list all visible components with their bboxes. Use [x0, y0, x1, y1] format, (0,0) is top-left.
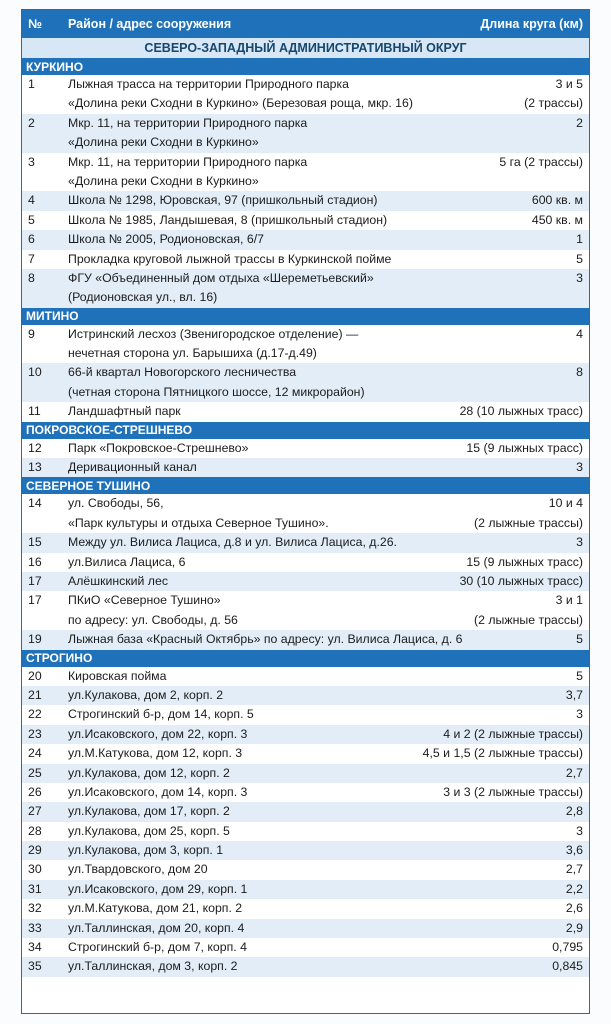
table-row: [22, 957, 589, 976]
section-header: МИТИНО: [22, 308, 589, 325]
row-address: [68, 802, 566, 821]
row-length: [566, 919, 589, 938]
length-value: 3: [576, 270, 583, 285]
section-header: СЕВЕРНОЕ ТУШИНО: [22, 477, 589, 494]
row-length: [566, 802, 589, 821]
row-length: [566, 860, 589, 879]
row-length: [576, 458, 589, 477]
length-value: 4,5 и 1,5 (2 лыжные трассы): [422, 746, 583, 761]
table-row: [22, 938, 589, 957]
row-address: [68, 725, 443, 744]
address-line: ПКиО «Северное Тушино»: [68, 593, 221, 608]
table-row: [22, 802, 589, 821]
row-address: [68, 841, 566, 860]
row-address: [68, 919, 566, 938]
length-value: 2,9: [565, 920, 583, 935]
address-line: ул.Исаковского, дом 22, корп. 3: [68, 726, 248, 741]
address-line: «Долина реки Сходни в Куркино» (Березовая роща, мкр. 16): [68, 96, 413, 111]
row-number: 26: [28, 784, 42, 799]
row-length: [466, 439, 589, 458]
row-number: 5: [28, 212, 35, 227]
table-row: [22, 705, 589, 724]
table-row: [22, 630, 589, 649]
address-line: ул.Кулакова, дом 17, корп. 2: [68, 804, 230, 819]
row-address: [68, 458, 576, 477]
address-line: «Парк культуры и отдыха Северное Тушино».: [68, 515, 329, 530]
row-number: 12: [28, 440, 42, 455]
address-line: ул. Свободы, 56,: [68, 496, 164, 511]
address-line: ул.Таллинская, дом 3, корп. 2: [68, 959, 238, 974]
row-address: [68, 439, 466, 458]
row-number: 6: [28, 232, 35, 247]
row-length: [576, 667, 589, 686]
address-line: ул.Кулакова, дом 3, корп. 1: [68, 843, 224, 858]
table-row: [22, 553, 589, 572]
row-length: [552, 938, 589, 957]
table-row: [22, 363, 589, 402]
address-line: (четная сторона Пятницкого шоссе, 12 микрорайон): [68, 384, 365, 399]
row-address: [68, 686, 566, 705]
address-line: ул.Твардовского, дом 20: [68, 862, 208, 877]
row-number: 30: [28, 862, 42, 877]
row-number: 28: [28, 823, 42, 838]
length-value: 4 и 2 (2 лыжные трассы): [443, 726, 583, 741]
row-number: 15: [28, 535, 42, 550]
table-row: [22, 458, 589, 477]
row-length: [443, 783, 589, 802]
address-line: ул.Кулакова, дом 25, корп. 5: [68, 823, 230, 838]
row-length: [423, 744, 589, 763]
length-value: 0,845: [552, 959, 583, 974]
address-line: Строгинский б-р, дом 14, корп. 5: [68, 707, 254, 722]
row-address: [68, 957, 552, 976]
row-address: [68, 880, 566, 899]
row-length: [576, 705, 589, 724]
row-length: [552, 957, 589, 976]
length-value: 1: [576, 232, 583, 247]
table-row: [22, 533, 589, 552]
row-length: [566, 841, 589, 860]
address-line: нечетная сторона ул. Барышиха (д.17-д.49): [68, 346, 317, 361]
row-address: [68, 75, 524, 114]
row-length: [576, 250, 589, 269]
row-number: 22: [28, 707, 42, 722]
table-row: [22, 269, 589, 308]
row-number: 31: [28, 881, 42, 896]
row-address: [68, 211, 532, 230]
row-address: [68, 325, 576, 364]
header-name: Район / адрес сооружения: [68, 17, 232, 31]
table-row: [22, 822, 589, 841]
address-line: Истринский лесхоз (Звенигородское отделение) —: [68, 326, 359, 341]
length-value: 450 кв. м: [531, 212, 583, 227]
row-number: 3: [28, 154, 35, 169]
address-line: по адресу: ул. Свободы, д. 56: [68, 612, 238, 627]
length-value: 3,7: [565, 687, 583, 702]
address-line: ул.М.Катукова, дом 12, корп. 3: [68, 746, 243, 761]
table-row: [22, 860, 589, 879]
row-length: [532, 191, 589, 210]
address-line: Парк «Покровское-Стрешнево»: [68, 440, 249, 455]
address-line: Лыжная трасса на территории Природного парка: [68, 77, 350, 91]
row-length: [576, 533, 589, 552]
row-length: [576, 822, 589, 841]
address-line: ФГУ «Объединенный дом отдыха «Шереметьевский»: [68, 270, 374, 285]
address-line: ул.Вилиса Лациса, 6: [68, 554, 186, 569]
row-number: 27: [28, 804, 42, 819]
row-address: [68, 191, 532, 210]
row-number: 7: [28, 251, 35, 266]
address-line: 66-й квартал Новогорского лесничества: [68, 365, 297, 380]
length-value: (2 лыжные трассы): [473, 612, 583, 627]
table-row: [22, 494, 589, 533]
row-length: [576, 325, 589, 364]
row-number: 1: [28, 77, 35, 91]
row-address: [68, 667, 576, 686]
row-length: [566, 880, 589, 899]
row-number: 13: [28, 460, 42, 475]
row-number: 25: [28, 765, 42, 780]
table-row: [22, 919, 589, 938]
length-value: 15 (9 лыжных трасс): [466, 440, 583, 455]
length-value: 5 га (2 трассы): [499, 154, 583, 169]
table-row: [22, 191, 589, 210]
table-row: [22, 667, 589, 686]
length-value: 4: [576, 326, 583, 341]
table-row: [22, 880, 589, 899]
address-line: Алёшкинский лес: [68, 573, 168, 588]
length-value: 600 кв. м: [531, 193, 583, 208]
table-row: [22, 783, 589, 802]
address-line: «Долина реки Сходни в Куркино»: [68, 135, 259, 150]
length-value: 30 (10 лыжных трасс): [459, 573, 583, 588]
table-row: [22, 841, 589, 860]
header-number: №: [28, 17, 42, 31]
length-value: 0,795: [552, 940, 583, 955]
table-row: [22, 211, 589, 230]
row-number: 10: [28, 365, 42, 380]
length-value: 3,6: [565, 843, 583, 858]
length-value: 3 и 1: [555, 593, 583, 608]
row-address: [68, 533, 576, 552]
row-number: 11: [28, 404, 41, 419]
length-value: 5: [576, 632, 583, 647]
row-number: 16: [28, 554, 42, 569]
address-line: Школа № 1985, Ландышевая, 8 (пришкольный стадион): [68, 212, 388, 227]
row-address: [68, 402, 460, 421]
row-length: [466, 553, 589, 572]
row-number: 20: [28, 668, 42, 683]
row-number: 14: [28, 496, 42, 511]
row-number: 19: [28, 632, 42, 647]
table-row: [22, 764, 589, 783]
table-row: [22, 75, 589, 114]
row-number: 21: [28, 687, 42, 702]
address-line: ул.Исаковского, дом 14, корп. 3: [68, 784, 248, 799]
length-value: 5: [576, 251, 583, 266]
length-value: (2 лыжные трассы): [473, 515, 583, 530]
row-length: [443, 725, 589, 744]
row-address: [68, 269, 576, 308]
length-value: (2 трассы): [524, 96, 583, 111]
address-line: Строгинский б-р, дом 7, корп. 4: [68, 940, 247, 955]
length-value: 28 (10 лыжных трасс): [459, 404, 583, 419]
length-value: 10 и 4: [548, 496, 583, 511]
row-length: [566, 686, 589, 705]
table-row: [22, 686, 589, 705]
row-length: [576, 114, 589, 153]
table-row: [22, 325, 589, 364]
row-address: [68, 114, 576, 153]
row-address: [68, 553, 466, 572]
table-row: [22, 725, 589, 744]
row-length: [499, 153, 589, 192]
row-number: 17: [28, 573, 42, 588]
row-address: [68, 764, 566, 783]
ski-tracks-table: [21, 9, 590, 1014]
section-header: КУРКИНО: [22, 58, 589, 75]
table-row: [22, 250, 589, 269]
address-line: ул.Кулакова, дом 2, корп. 2: [68, 687, 224, 702]
row-address: [68, 705, 576, 724]
row-length: [566, 899, 589, 918]
row-length: [532, 211, 589, 230]
address-line: Мкр. 11, на территории Природного парка: [68, 154, 308, 169]
row-length: [524, 75, 589, 114]
row-number: 8: [28, 270, 35, 285]
length-value: 3 и 3 (2 лыжные трассы): [443, 784, 583, 799]
row-number: 24: [28, 746, 42, 761]
address-line: Мкр. 11, на территории Природного парка: [68, 115, 308, 130]
address-line: Между ул. Вилиса Лациса, д.8 и ул. Вилиса Лациса, д.26.: [68, 535, 397, 550]
address-line: ул.Кулакова, дом 12, корп. 2: [68, 765, 230, 780]
address-line: Школа № 1298, Юровская, 97 (пришкольный стадион): [68, 193, 378, 208]
section-header: СТРОГИНО: [22, 650, 589, 667]
address-line: ул.Таллинская, дом 20, корп. 4: [68, 920, 245, 935]
row-length: [566, 764, 589, 783]
row-number: 34: [28, 940, 42, 955]
row-address: [68, 250, 576, 269]
row-number: 9: [28, 326, 35, 341]
row-address: [68, 822, 576, 841]
row-length: [460, 572, 589, 591]
header-length: Длина круга (км): [480, 17, 583, 31]
length-value: 15 (9 лыжных трасс): [466, 554, 583, 569]
length-value: 3: [576, 823, 583, 838]
table-row: [22, 591, 589, 630]
length-value: 3: [576, 460, 583, 475]
row-number: 32: [28, 901, 42, 916]
row-length: [576, 269, 589, 308]
length-value: 2,7: [565, 862, 583, 877]
address-line: Деривационный канал: [68, 460, 197, 475]
length-value: 3: [576, 535, 583, 550]
table-row: [22, 899, 589, 918]
length-value: 8: [576, 365, 583, 380]
row-address: [68, 153, 499, 192]
row-length: [576, 363, 589, 402]
table-header: [22, 10, 589, 38]
address-line: ул.Исаковского, дом 29, корп. 1: [68, 881, 248, 896]
length-value: 2,2: [565, 881, 583, 896]
table-row: [22, 402, 589, 421]
section-header: ПОКРОВСКОЕ-СТРЕШНЕВО: [22, 422, 589, 439]
row-length: [576, 630, 589, 649]
row-length: [474, 494, 589, 533]
row-number: 4: [28, 193, 35, 208]
table-row: [22, 153, 589, 192]
address-line: Школа № 2005, Родионовская, 6/7: [68, 232, 264, 247]
length-value: 5: [576, 668, 583, 683]
okrug-title: СЕВЕРО-ЗАПАДНЫЙ АДМИНИСТРАТИВНЫЙ ОКРУГ: [22, 38, 589, 58]
length-value: 2,7: [565, 765, 583, 780]
address-line: Ландшафтный парк: [68, 404, 181, 419]
table-body: [22, 58, 589, 977]
row-number: 29: [28, 843, 42, 858]
table-row: [22, 572, 589, 591]
row-address: [68, 744, 423, 763]
row-length: [576, 230, 589, 249]
address-line: (Родионовская ул., вл. 16): [68, 290, 218, 305]
table-row: [22, 114, 589, 153]
address-line: Лыжная база «Красный Октябрь» по адресу: ул. Вилиса Лациса, д. 6: [68, 632, 463, 647]
length-value: 2,8: [565, 804, 583, 819]
address-line: Прокладка круговой лыжной трассы в Куркинской пойме: [68, 251, 392, 266]
row-address: [68, 938, 552, 957]
row-address: [68, 899, 566, 918]
length-value: 3 и 5: [555, 77, 583, 91]
address-line: Кировская пойма: [68, 668, 167, 683]
row-address: [68, 230, 576, 249]
row-address: [68, 363, 576, 402]
row-number: 33: [28, 920, 42, 935]
row-address: [68, 630, 576, 649]
row-number: 35: [28, 959, 42, 974]
row-address: [68, 783, 443, 802]
row-number: 17: [28, 593, 42, 608]
length-value: 3: [576, 707, 583, 722]
row-address: [68, 572, 460, 591]
row-address: [68, 591, 474, 630]
row-length: [474, 591, 589, 630]
length-value: 2: [576, 115, 583, 130]
length-value: 2,6: [565, 901, 583, 916]
table-row: [22, 230, 589, 249]
table-row: [22, 744, 589, 763]
row-number: 23: [28, 726, 42, 741]
table-row: [22, 439, 589, 458]
row-number: 2: [28, 115, 35, 130]
row-address: [68, 494, 474, 533]
row-length: [460, 402, 589, 421]
address-line: «Долина реки Сходни в Куркино»: [68, 173, 259, 188]
row-address: [68, 860, 566, 879]
address-line: ул.М.Катукова, дом 21, корп. 2: [68, 901, 243, 916]
